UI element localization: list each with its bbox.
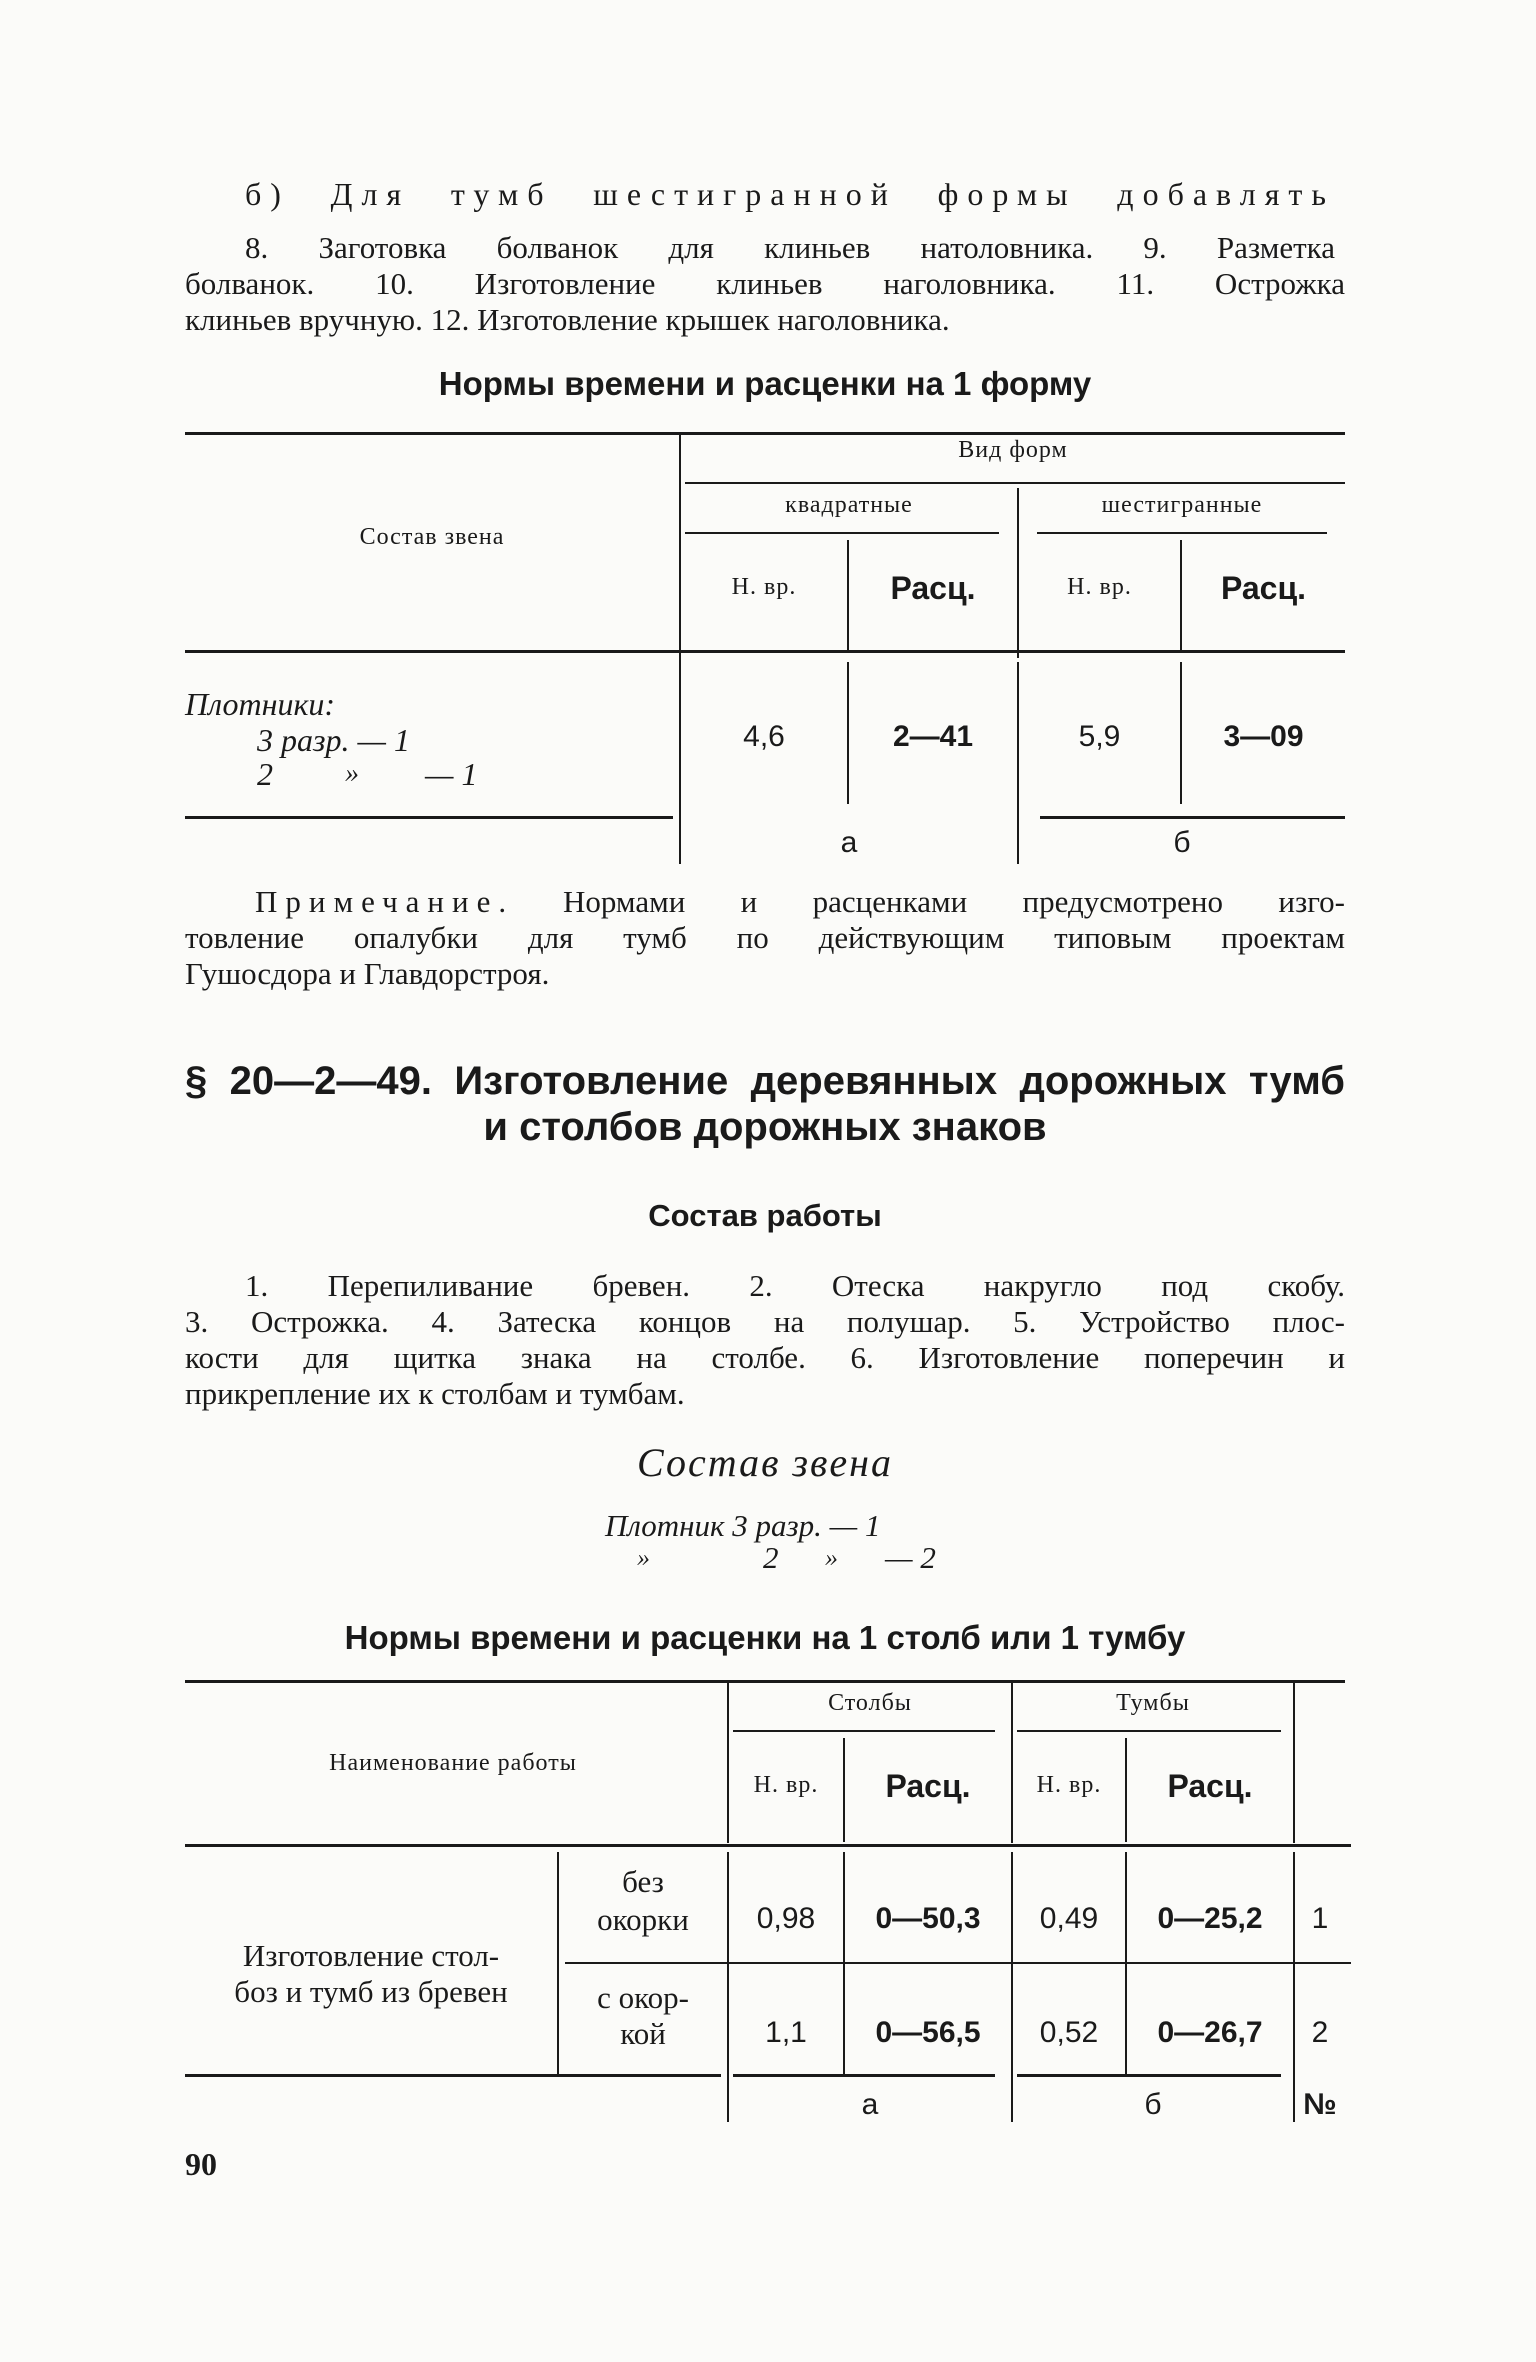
table1-top-rule — [185, 432, 1345, 435]
table1-col-shest: шестигранные — [1101, 492, 1263, 518]
crew-line-2-c: » — [825, 1543, 838, 1572]
page-number: 90 — [185, 2146, 217, 2182]
table1-row-sub2-c: — 1 — [425, 756, 478, 792]
note-label: Примечание. — [255, 884, 515, 919]
table1-rule-shest — [1037, 532, 1327, 534]
table2-bottom-rule-left — [185, 2074, 721, 2077]
page — [185, 0, 1345, 2362]
table2-row2-sub1: с окор- — [597, 1980, 689, 2015]
table2-top-rule — [185, 1680, 1345, 1683]
intro-line-3: клиньев вручную. 12. Изготовление крышек наголовника. — [185, 302, 950, 337]
table2-foot-number: № — [1303, 2088, 1337, 2121]
table2-bottom-rule-right — [1017, 2074, 1281, 2077]
section-title-line-2: и столбов дорожных знаков — [483, 1105, 1047, 1149]
crew-line-1: Плотник 3 разр. — 1 — [605, 1508, 881, 1543]
table1-row-label: Плотники: — [185, 686, 336, 722]
table2-vline-end — [1293, 1683, 1295, 1843]
table1-header-rule — [185, 650, 1345, 653]
table2-bottom-rule-mid — [733, 2074, 995, 2077]
table2-col-nvr-a: Н. вр. — [753, 1772, 819, 1798]
table2-col-name: Наименование работы — [329, 1750, 577, 1776]
table1-col-nvr-a: Н. вр. — [731, 574, 797, 600]
table1-col-sostav: Состав звена — [359, 524, 505, 550]
table2-row1-sub1: без — [622, 1864, 664, 1899]
intro-line-1: 8. Заготовка болванок для клиньев натоловника. 9. Разметка — [245, 230, 1335, 265]
table2-vline-2b — [1011, 1852, 1013, 2122]
work-line-2: 3. Острожка. 4. Затеска концов на полушар. 5. Устройство плос- — [185, 1304, 1345, 1339]
section-title-line-1: § 20—2—49. Изготовление деревянных дорожных тумб — [185, 1059, 1345, 1103]
table2-title: Нормы времени и расценки на 1 столб или 1 тумбу — [344, 1619, 1186, 1656]
table1-foot-b: б — [1173, 826, 1191, 859]
table2-row2-rasc-b: 0—26,7 — [1157, 2016, 1263, 2049]
table1-value-rasc-a: 2—41 — [892, 720, 974, 753]
table1-value-rasc-b: 3—09 — [1223, 720, 1304, 753]
table1-bottom-rule-right — [1040, 816, 1345, 819]
table2-row1-rasc-a: 0—50,3 — [875, 1902, 981, 1935]
table1-rule-vid — [685, 482, 1345, 484]
intro-line-2: болванок. 10. Изготовление клиньев наголовника. 11. Острожка — [185, 266, 1345, 301]
table2-row2-sub2: кой — [620, 2016, 666, 2051]
work-line-3: кости для щитка знака на столбе. 6. Изготовление поперечин и — [185, 1340, 1345, 1375]
note-line-3: Гушосдора и Главдорстроя. — [185, 956, 550, 991]
table1-col-kvadr: квадратные — [785, 492, 913, 518]
note-line-1: Нормами и расценками предусмотрено изго- — [563, 884, 1345, 919]
table2-row2-rasc-a: 0—56,5 — [875, 2016, 981, 2049]
table1-title: Нормы времени и расценки на 1 форму — [438, 365, 1092, 402]
table2-row1-rasc-b: 0—25,2 — [1157, 1902, 1263, 1935]
table2-col-nvr-b: Н. вр. — [1036, 1772, 1102, 1798]
table2-row2-nvr-a: 1,1 — [765, 2016, 807, 2049]
table2-vline-endb — [1293, 1852, 1295, 2122]
table1-row-sub2-a: 2 — [257, 756, 273, 792]
table2-row1-sub2: окорки — [597, 1902, 689, 1937]
table1-foot-a: а — [840, 826, 858, 859]
table1-value-nvr-a: 4,6 — [743, 720, 785, 753]
crew-line-2-b: 2 — [763, 1540, 779, 1575]
crew-line-2-d: — 2 — [885, 1540, 936, 1575]
table2-foot-a: а — [861, 2088, 879, 2121]
table2-row2-nvr-b: 0,52 — [1039, 2016, 1099, 2049]
table1-value-nvr-b: 5,9 — [1078, 720, 1121, 753]
note-line-2: товление опалубки для тумб по действующим типовым проектам — [185, 920, 1345, 955]
work-line-1: 1. Перепиливание бревен. 2. Отеска накругло под скобу. — [245, 1268, 1345, 1303]
table2-vline-1b — [727, 1852, 729, 2122]
table1-col-rasc-b: Расц. — [1220, 570, 1307, 606]
table1-rule-kvadr — [685, 532, 999, 534]
table2-row1-number: 1 — [1311, 1902, 1329, 1935]
work-line-4: прикрепление их к столбам и тумбам. — [185, 1376, 685, 1411]
table1-bottom-rule-left — [185, 816, 673, 819]
table2-foot-b: б — [1144, 2088, 1162, 2121]
work-title: Состав работы — [648, 1198, 882, 1233]
table1-col-vid: Вид форм — [958, 437, 1068, 463]
table2-rule-stolby — [733, 1730, 995, 1732]
table1-vline-1 — [679, 432, 681, 654]
table2-row1-nvr-a: 0,98 — [756, 1902, 816, 1935]
intro-heading: б) Для тумб шестигранной формы добавлять — [245, 176, 1335, 212]
table2-col-stolby: Столбы — [828, 1690, 912, 1716]
table2-col-rasc-b: Расц. — [1167, 1768, 1253, 1804]
table2-row2-number: 2 — [1311, 2016, 1329, 2049]
table2-col-rasc-a: Расц. — [885, 1768, 971, 1804]
table2-row-rule — [565, 1962, 1351, 1964]
table1-col-rasc-a: Расц. — [890, 570, 976, 606]
crew-title: Состав звена — [636, 1440, 893, 1485]
table2-col-tumby: Тумбы — [1116, 1690, 1190, 1716]
table2-header-rule — [185, 1844, 1351, 1847]
crew-line-2-a: » — [637, 1543, 650, 1572]
table1-col-nvr-b: Н. вр. — [1067, 574, 1132, 600]
table2-work-line-2: боз и тумб из бревен — [234, 1974, 508, 2009]
table2-row1-nvr-b: 0,49 — [1039, 1902, 1099, 1935]
table1-row-sub2-b: » — [345, 758, 359, 789]
table2-rule-tumby — [1017, 1730, 1281, 1732]
table2-work-line-1: Изготовление стол- — [242, 1938, 500, 1973]
table1-row-sub1: 3 разр. — 1 — [257, 722, 410, 758]
